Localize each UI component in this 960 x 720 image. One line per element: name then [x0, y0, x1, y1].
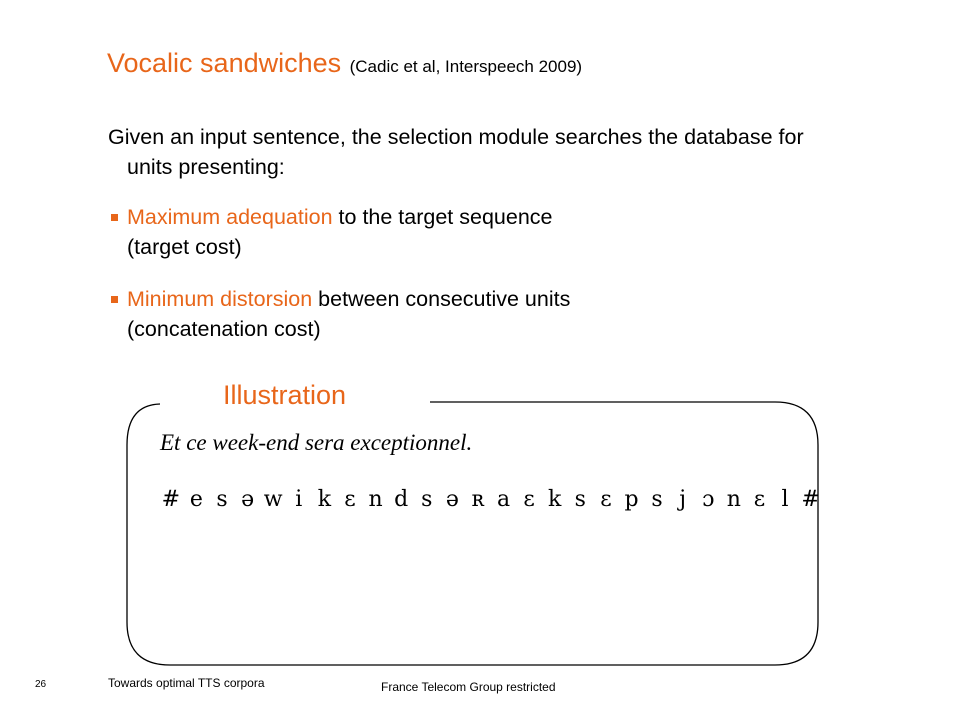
- phoneme: j: [679, 487, 687, 512]
- bullet-rest: to the target sequence: [332, 205, 553, 229]
- phoneme: s: [651, 487, 663, 512]
- phoneme: s: [216, 487, 228, 512]
- phoneme-sequence: [158, 487, 823, 512]
- bullet-highlight: Minimum distorsion: [127, 287, 313, 311]
- title-main: Vocalic sandwiches: [107, 48, 342, 78]
- phoneme: i: [295, 487, 303, 512]
- phoneme: a: [496, 487, 511, 512]
- phoneme: n: [726, 487, 741, 512]
- phoneme: d: [394, 487, 409, 512]
- phoneme: ə: [445, 487, 459, 512]
- footer-left: Towards optimal TTS corpora: [108, 676, 265, 690]
- intro-text: Given an input sentence, the selection module searches the database for units presenting:: [108, 125, 804, 179]
- bullet-rest: between consecutive units: [312, 287, 571, 311]
- phoneme: p: [624, 487, 639, 512]
- phoneme: ə: [241, 487, 255, 512]
- phoneme: #: [161, 487, 181, 512]
- page-number: 26: [35, 679, 47, 690]
- phoneme: s: [421, 487, 433, 512]
- phoneme: w: [263, 487, 283, 512]
- bullet-highlight: Maximum adequation: [127, 205, 333, 229]
- phoneme: k: [548, 487, 562, 512]
- phoneme: #: [801, 487, 820, 512]
- bullet-line2: (target cost): [127, 235, 242, 259]
- phoneme: l: [781, 487, 789, 512]
- phoneme: ɛ: [600, 487, 612, 512]
- phoneme: n: [368, 487, 383, 512]
- phoneme: ɛ: [753, 487, 766, 512]
- phoneme: ɔ: [702, 487, 715, 512]
- example-sentence: Et ce week-end sera exceptionnel.: [160, 430, 473, 455]
- title-reference: (Cadic et al, Interspeech 2009): [349, 57, 583, 76]
- phoneme: e: [189, 487, 203, 512]
- phoneme: ʀ: [471, 487, 485, 512]
- phoneme: ɛ: [344, 487, 356, 512]
- bullet-line2: (concatenation cost): [127, 317, 321, 341]
- illustration-title: Illustration: [223, 380, 347, 410]
- phoneme: s: [574, 487, 586, 512]
- footer-center: France Telecom Group restricted: [381, 680, 556, 694]
- phoneme: ɛ: [523, 487, 535, 512]
- phoneme: k: [317, 487, 332, 512]
